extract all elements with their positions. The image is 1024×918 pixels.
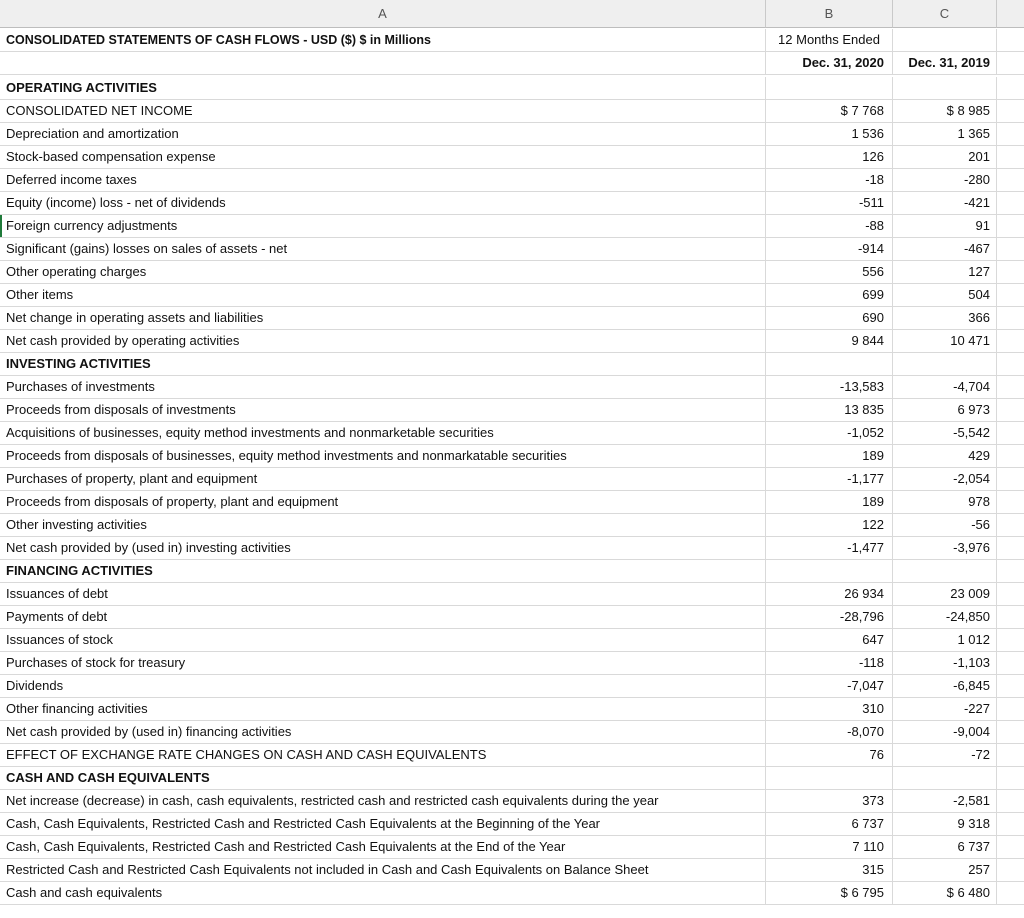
cell-empty[interactable] bbox=[997, 675, 1024, 697]
value-2019[interactable]: $ 8 985 bbox=[893, 100, 997, 122]
header-row-2 bbox=[0, 52, 1024, 75]
table-row bbox=[0, 261, 1024, 284]
row-label[interactable]: Purchases of investments bbox=[0, 376, 766, 398]
table-row bbox=[0, 859, 1024, 882]
cell-empty[interactable] bbox=[997, 583, 1024, 605]
value-2019[interactable]: $ 6 480 bbox=[893, 882, 997, 904]
row-label[interactable]: Net cash provided by (used in) financing activities bbox=[0, 721, 766, 743]
cell-empty[interactable] bbox=[997, 537, 1024, 559]
table-row bbox=[0, 422, 1024, 445]
row-label[interactable]: Equity (income) loss - net of dividends bbox=[0, 192, 766, 214]
value-2020[interactable]: -7,047 bbox=[766, 675, 893, 697]
cell-empty[interactable] bbox=[997, 376, 1024, 398]
row-label[interactable]: Purchases of property, plant and equipment bbox=[0, 468, 766, 490]
table-row bbox=[0, 445, 1024, 468]
value-2019[interactable]: 6 737 bbox=[893, 836, 997, 858]
table-row bbox=[0, 583, 1024, 606]
cell-empty[interactable] bbox=[997, 29, 1024, 51]
row-label[interactable]: EFFECT OF EXCHANGE RATE CHANGES ON CASH AND CASH EQUIVALENTS bbox=[0, 744, 766, 766]
table-row bbox=[0, 882, 1024, 905]
value-2019[interactable]: -1,103 bbox=[893, 652, 997, 674]
cell-empty[interactable] bbox=[997, 169, 1024, 191]
statement-title[interactable]: CONSOLIDATED STATEMENTS OF CASH FLOWS - USD ($) $ in Millions bbox=[0, 29, 766, 51]
value-2019[interactable]: 6 973 bbox=[893, 399, 997, 421]
row-label[interactable]: Restricted Cash and Restricted Cash Equivalents not included in Cash and Cash Equivalents on Balance Sheet bbox=[0, 859, 766, 881]
table-row bbox=[0, 790, 1024, 813]
row-label[interactable]: Proceeds from disposals of property, plant and equipment bbox=[0, 491, 766, 513]
value-2020[interactable]: 690 bbox=[766, 307, 893, 329]
cell-empty[interactable] bbox=[997, 767, 1024, 789]
value-2020[interactable] bbox=[766, 77, 893, 99]
column-header-d[interactable] bbox=[997, 0, 1024, 28]
table-row bbox=[0, 376, 1024, 399]
value-2019[interactable]: -4,704 bbox=[893, 376, 997, 398]
table-row bbox=[0, 468, 1024, 491]
row-label[interactable]: Net change in operating assets and liabilities bbox=[0, 307, 766, 329]
value-2020[interactable]: 373 bbox=[766, 790, 893, 812]
row-label[interactable]: FINANCING ACTIVITIES bbox=[0, 560, 766, 582]
cell-empty[interactable] bbox=[997, 491, 1024, 513]
table-row bbox=[0, 123, 1024, 146]
value-2020[interactable]: -511 bbox=[766, 192, 893, 214]
table-row bbox=[0, 307, 1024, 330]
value-2019[interactable]: -2,054 bbox=[893, 468, 997, 490]
value-2019[interactable]: 9 318 bbox=[893, 813, 997, 835]
value-2020[interactable]: 315 bbox=[766, 859, 893, 881]
row-label[interactable]: Other financing activities bbox=[0, 698, 766, 720]
section-header-row bbox=[0, 560, 1024, 583]
cell-empty[interactable] bbox=[997, 100, 1024, 122]
cell-empty[interactable] bbox=[997, 192, 1024, 214]
table-row bbox=[0, 399, 1024, 422]
cell-empty[interactable] bbox=[997, 146, 1024, 168]
header-row-1 bbox=[0, 29, 1024, 52]
cell-empty[interactable] bbox=[997, 284, 1024, 306]
cell-empty[interactable] bbox=[997, 698, 1024, 720]
value-2019[interactable]: 1 365 bbox=[893, 123, 997, 145]
value-2020[interactable]: 6 737 bbox=[766, 813, 893, 835]
value-2019[interactable]: -280 bbox=[893, 169, 997, 191]
table-row bbox=[0, 652, 1024, 675]
row-label[interactable]: Issuances of stock bbox=[0, 629, 766, 651]
row-label[interactable]: Dividends bbox=[0, 675, 766, 697]
row-label[interactable]: OPERATING ACTIVITIES bbox=[0, 77, 766, 99]
value-2020[interactable]: 189 bbox=[766, 445, 893, 467]
row-label[interactable]: Cash, Cash Equivalents, Restricted Cash and Restricted Cash Equivalents at the End of the Year bbox=[0, 836, 766, 858]
row-label[interactable]: CONSOLIDATED NET INCOME bbox=[0, 100, 766, 122]
value-2020[interactable]: -118 bbox=[766, 652, 893, 674]
value-2019[interactable]: 257 bbox=[893, 859, 997, 881]
cell-empty[interactable] bbox=[997, 606, 1024, 628]
row-label[interactable]: Purchases of stock for treasury bbox=[0, 652, 766, 674]
cell-empty[interactable] bbox=[997, 77, 1024, 99]
value-2019[interactable]: 201 bbox=[893, 146, 997, 168]
value-2020[interactable]: -18 bbox=[766, 169, 893, 191]
value-2020[interactable]: 699 bbox=[766, 284, 893, 306]
table-row bbox=[0, 537, 1024, 560]
value-2019[interactable]: 23 009 bbox=[893, 583, 997, 605]
value-2019[interactable] bbox=[893, 353, 997, 375]
period-label[interactable]: 12 Months Ended bbox=[766, 29, 893, 51]
value-2019[interactable]: -72 bbox=[893, 744, 997, 766]
value-2019[interactable]: 1 012 bbox=[893, 629, 997, 651]
cell-empty[interactable] bbox=[997, 721, 1024, 743]
row-label[interactable]: CASH AND CASH EQUIVALENTS bbox=[0, 767, 766, 789]
value-2020[interactable]: 647 bbox=[766, 629, 893, 651]
value-2019[interactable]: -2,581 bbox=[893, 790, 997, 812]
table-row bbox=[0, 514, 1024, 537]
cell-empty[interactable] bbox=[997, 330, 1024, 352]
table-row bbox=[0, 698, 1024, 721]
value-2019[interactable]: -24,850 bbox=[893, 606, 997, 628]
cell-empty[interactable] bbox=[997, 560, 1024, 582]
value-2020[interactable]: $ 6 795 bbox=[766, 882, 893, 904]
value-2019[interactable]: 978 bbox=[893, 491, 997, 513]
col-b-date[interactable]: Dec. 31, 2020 bbox=[766, 52, 893, 74]
table-row bbox=[0, 238, 1024, 261]
value-2019[interactable] bbox=[893, 767, 997, 789]
table-row bbox=[0, 330, 1024, 353]
row-label[interactable]: Other operating charges bbox=[0, 261, 766, 283]
section-header-row bbox=[0, 353, 1024, 376]
value-2020[interactable]: 1 536 bbox=[766, 123, 893, 145]
cell-empty[interactable] bbox=[997, 215, 1024, 237]
row-label[interactable]: INVESTING ACTIVITIES bbox=[0, 353, 766, 375]
cell-empty[interactable] bbox=[997, 468, 1024, 490]
cell-empty[interactable] bbox=[893, 29, 997, 51]
value-2019[interactable]: -227 bbox=[893, 698, 997, 720]
column-header-a[interactable]: A bbox=[0, 0, 766, 28]
row-label[interactable]: Deferred income taxes bbox=[0, 169, 766, 191]
cell-empty[interactable] bbox=[997, 882, 1024, 904]
table-row bbox=[0, 675, 1024, 698]
cell-empty[interactable] bbox=[997, 813, 1024, 835]
value-2020[interactable]: 7 110 bbox=[766, 836, 893, 858]
value-2020[interactable]: 9 844 bbox=[766, 330, 893, 352]
cell-empty[interactable] bbox=[997, 836, 1024, 858]
value-2020[interactable] bbox=[766, 353, 893, 375]
cell-empty[interactable] bbox=[997, 629, 1024, 651]
value-2019[interactable]: -467 bbox=[893, 238, 997, 260]
row-label[interactable]: Issuances of debt bbox=[0, 583, 766, 605]
value-2020[interactable]: -1,477 bbox=[766, 537, 893, 559]
table-row bbox=[0, 100, 1024, 123]
value-2020[interactable]: -1,177 bbox=[766, 468, 893, 490]
value-2019[interactable]: 91 bbox=[893, 215, 997, 237]
cell-empty[interactable] bbox=[997, 859, 1024, 881]
value-2019[interactable]: 366 bbox=[893, 307, 997, 329]
row-label[interactable]: Cash and cash equivalents bbox=[0, 882, 766, 904]
cell-empty[interactable] bbox=[997, 307, 1024, 329]
row-label[interactable]: Net cash provided by (used in) investing activities bbox=[0, 537, 766, 559]
table-row bbox=[0, 146, 1024, 169]
value-2020[interactable]: $ 7 768 bbox=[766, 100, 893, 122]
cell-empty[interactable] bbox=[997, 445, 1024, 467]
value-2020[interactable]: -28,796 bbox=[766, 606, 893, 628]
value-2019[interactable]: -9,004 bbox=[893, 721, 997, 743]
value-2020[interactable] bbox=[766, 560, 893, 582]
row-label[interactable]: Acquisitions of businesses, equity method investments and nonmarketable securities bbox=[0, 422, 766, 444]
cell-empty[interactable] bbox=[997, 422, 1024, 444]
value-2020[interactable]: 310 bbox=[766, 698, 893, 720]
row-label[interactable]: Payments of debt bbox=[0, 606, 766, 628]
value-2019[interactable]: 429 bbox=[893, 445, 997, 467]
cell-empty[interactable] bbox=[997, 123, 1024, 145]
row-label[interactable]: Depreciation and amortization bbox=[0, 123, 766, 145]
cell-empty[interactable] bbox=[997, 52, 1024, 74]
value-2019[interactable]: -3,976 bbox=[893, 537, 997, 559]
value-2019[interactable]: 10 471 bbox=[893, 330, 997, 352]
column-header-c[interactable]: C bbox=[893, 0, 997, 28]
value-2019[interactable]: -6,845 bbox=[893, 675, 997, 697]
value-2019[interactable]: -56 bbox=[893, 514, 997, 536]
value-2020[interactable]: 13 835 bbox=[766, 399, 893, 421]
row-label[interactable]: Proceeds from disposals of businesses, equity method investments and nonmarkatable securities bbox=[0, 445, 766, 467]
value-2020[interactable]: 122 bbox=[766, 514, 893, 536]
value-2020[interactable]: -88 bbox=[766, 215, 893, 237]
cell-empty[interactable] bbox=[997, 790, 1024, 812]
table-row bbox=[0, 744, 1024, 767]
value-2019[interactable]: -5,542 bbox=[893, 422, 997, 444]
value-2020[interactable]: -8,070 bbox=[766, 721, 893, 743]
cell-empty[interactable] bbox=[997, 514, 1024, 536]
table-row bbox=[0, 606, 1024, 629]
cell-empty[interactable] bbox=[997, 744, 1024, 766]
value-2020[interactable]: 556 bbox=[766, 261, 893, 283]
value-2020[interactable]: 76 bbox=[766, 744, 893, 766]
row-label[interactable]: Other investing activities bbox=[0, 514, 766, 536]
value-2019[interactable] bbox=[893, 560, 997, 582]
value-2019[interactable]: 504 bbox=[893, 284, 997, 306]
table-row bbox=[0, 491, 1024, 514]
table-row bbox=[0, 721, 1024, 744]
value-2020[interactable]: 126 bbox=[766, 146, 893, 168]
column-header-b[interactable]: B bbox=[766, 0, 893, 28]
table-row bbox=[0, 813, 1024, 836]
row-label[interactable]: Net cash provided by operating activities bbox=[0, 330, 766, 352]
value-2019[interactable]: 127 bbox=[893, 261, 997, 283]
row-label[interactable]: Other items bbox=[0, 284, 766, 306]
value-2020[interactable] bbox=[766, 767, 893, 789]
table-row bbox=[0, 629, 1024, 652]
cell-empty[interactable] bbox=[997, 399, 1024, 421]
value-2020[interactable]: -1,052 bbox=[766, 422, 893, 444]
section-header-row bbox=[0, 767, 1024, 790]
value-2019[interactable] bbox=[893, 77, 997, 99]
table-row bbox=[0, 836, 1024, 859]
table-row bbox=[0, 169, 1024, 192]
col-c-date[interactable]: Dec. 31, 2019 bbox=[893, 52, 997, 74]
cell-empty[interactable] bbox=[997, 353, 1024, 375]
row-label[interactable]: Foreign currency adjustments bbox=[0, 215, 766, 237]
cell-empty[interactable] bbox=[997, 238, 1024, 260]
cell-empty[interactable] bbox=[0, 52, 766, 74]
value-2019[interactable]: -421 bbox=[893, 192, 997, 214]
section-header-row bbox=[0, 77, 1024, 100]
row-label[interactable]: Net increase (decrease) in cash, cash equivalents, restricted cash and restricted cash equivalents during the year bbox=[0, 790, 766, 812]
value-2020[interactable]: -914 bbox=[766, 238, 893, 260]
row-label[interactable]: Stock-based compensation expense bbox=[0, 146, 766, 168]
cell-empty[interactable] bbox=[997, 652, 1024, 674]
row-label[interactable]: Significant (gains) losses on sales of assets - net bbox=[0, 238, 766, 260]
table-row bbox=[0, 284, 1024, 307]
value-2020[interactable]: 189 bbox=[766, 491, 893, 513]
table-row bbox=[0, 215, 1024, 238]
value-2020[interactable]: 26 934 bbox=[766, 583, 893, 605]
row-label[interactable]: Proceeds from disposals of investments bbox=[0, 399, 766, 421]
table-row bbox=[0, 192, 1024, 215]
row-label[interactable]: Cash, Cash Equivalents, Restricted Cash and Restricted Cash Equivalents at the Beginning of the Year bbox=[0, 813, 766, 835]
cell-empty[interactable] bbox=[997, 261, 1024, 283]
value-2020[interactable]: -13,583 bbox=[766, 376, 893, 398]
